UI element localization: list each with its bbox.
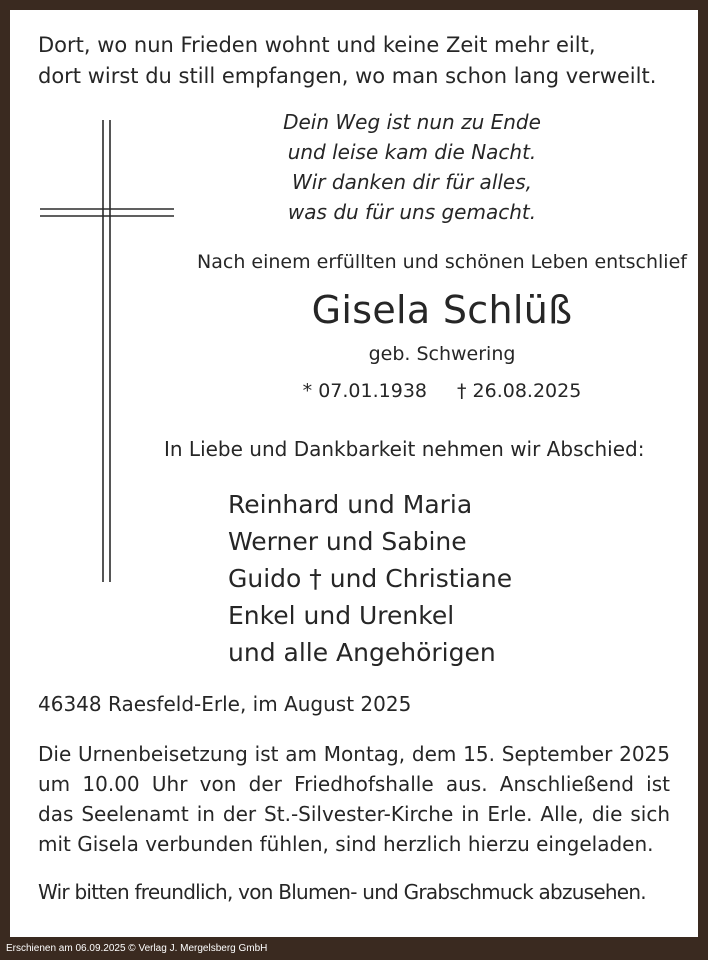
publication-footer: Erschienen am 06.09.2025 © Verlag J. Mergelsberg GmbH bbox=[6, 943, 268, 954]
place-date: 46348 Raesfeld-Erle, im August 2025 bbox=[38, 692, 412, 716]
closing-request: Wir bitten freundlich, von Blumen- und Grabschmuck abzusehen. bbox=[38, 880, 646, 904]
obituary-card bbox=[10, 10, 698, 937]
life-dates bbox=[150, 380, 708, 402]
family-member: Reinhard und Maria bbox=[228, 490, 473, 519]
maiden-name: geb. Schwering bbox=[368, 343, 516, 365]
birth-date: * 07.01.1938 bbox=[302, 380, 427, 402]
notice-line: das Seelenamt in der St.-Silvester-Kirche in Erle. Alle, die sich bbox=[38, 802, 670, 826]
family-member: Enkel und Urenkel bbox=[228, 601, 455, 630]
opening-verse bbox=[38, 30, 656, 92]
cross-icon bbox=[40, 120, 174, 582]
farewell-text: In Liebe und Dankbarkeit nehmen wir Abschied: bbox=[164, 437, 645, 461]
death-date: † 26.08.2025 bbox=[457, 380, 582, 402]
family-list bbox=[228, 486, 512, 671]
deceased-name: Gisela Schlüß bbox=[311, 288, 573, 332]
poem-line: was du für uns gemacht. bbox=[287, 200, 537, 224]
funeral-notice bbox=[38, 739, 670, 859]
family-member: und alle Angehörigen bbox=[228, 638, 496, 667]
poem-line: und leise kam die Nacht. bbox=[287, 140, 537, 164]
poem bbox=[200, 107, 624, 227]
notice-line: Die Urnenbeisetzung ist am Montag, dem 15. September 2025 bbox=[38, 742, 670, 766]
notice-line: mit Gisela verbunden fühlen, sind herzlich hierzu eingeladen. bbox=[38, 832, 654, 856]
notice-line: um 10.00 Uhr von der Friedhofshalle aus. Anschließend ist bbox=[38, 772, 670, 796]
family-member: Werner und Sabine bbox=[228, 527, 467, 556]
poem-line: Wir danken dir für alles, bbox=[291, 170, 533, 194]
intro-text: Nach einem erfüllten und schönen Leben entschlief bbox=[197, 251, 687, 273]
verse-line: dort wirst du still empfangen, wo man schon lang verweilt. bbox=[38, 64, 657, 88]
family-member: Guido † und Christiane bbox=[228, 564, 513, 593]
poem-line: Dein Weg ist nun zu Ende bbox=[283, 110, 541, 134]
verse-line: Dort, wo nun Frieden wohnt und keine Zeit mehr eilt, bbox=[38, 33, 596, 57]
